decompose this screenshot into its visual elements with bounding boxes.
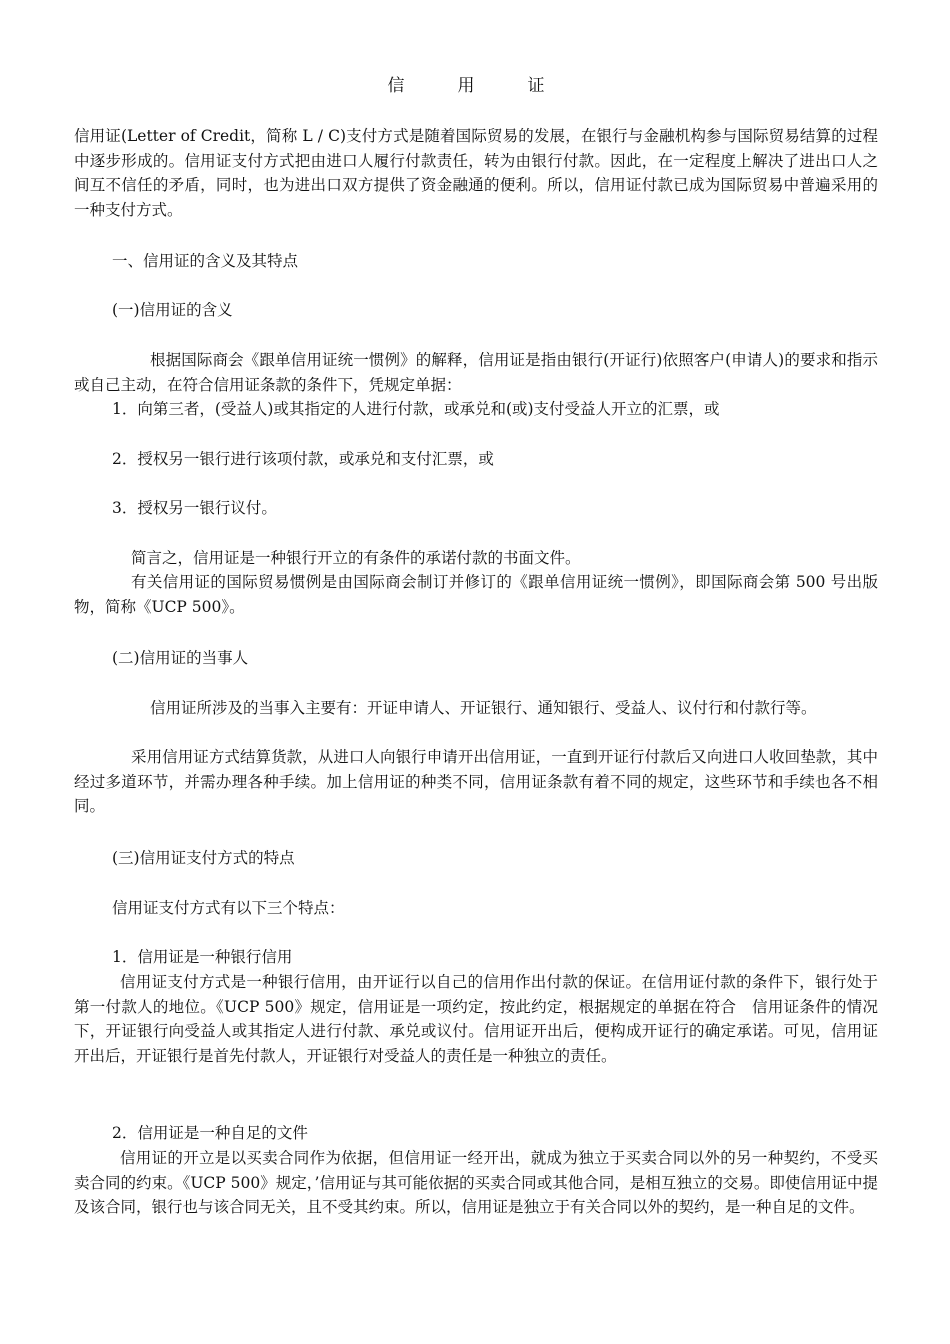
feature-paragraph-2: 信用证的开立是以买卖合同作为依据，但信用证一经开出，就成为独立于买卖合同以外的另一种契约，不受买卖合同的约束。《UCP 500》规定，’信用证与其可能依据的买卖合同或其他合同，是相互独立的交易。即使信用证中提及该合同，银行也与该合同无关，且不受其约束。所以，信用证是独立于有关合同以外的契约，是一种自足的文件。 bbox=[74, 1149, 878, 1216]
features-intro: 信用证支付方式有以下三个特点： bbox=[112, 899, 345, 917]
subsection-heading-1: (一)信用证的含义 bbox=[112, 301, 233, 319]
feature-heading-2: 2．信用证是一种自足的文件 bbox=[112, 1124, 308, 1142]
process-paragraph: 采用信用证方式结算货款，从进口人向银行申请开出信用证，一直到开证行付款后又向进口人收回垫款，其中经过多道环节，并需办理各种手续。加上信用证的种类不同，信用证条款有着不同的规定，这些环节和手续也各不相同。 bbox=[74, 748, 878, 815]
list-item-3: 3．授权另一银行议付。 bbox=[112, 499, 277, 517]
feature-paragraph-1: 信用证支付方式是一种银行信用，由开证行以自己的信用作出付款的保证。在信用证付款的条件下，银行处于第一付款人的地位。《UCP 500》规定，信用证是一项约定，按此约定，根据规定的单据在符合 信用证条件的情况下，开证银行向受益人或其指定人进行付款、承兑或议付。信用证开出后，便构成开证行的确定承诺。可见，信用证开出后，开证银行是首先付款人，开证银行对受益人的责任是一种独立的责任。 bbox=[74, 973, 878, 1065]
subsection-heading-3: (三)信用证支付方式的特点 bbox=[112, 849, 295, 867]
summary-paragraph: 简言之，信用证是一种银行开立的有条件的承诺付款的书面文件。 bbox=[131, 549, 581, 567]
ucp-paragraph: 有关信用证的国际贸易惯例是由国际商会制订并修订的《跟单信用证统一惯例》，即国际商会第 500 号出版物，简称《UCP 500》。 bbox=[74, 573, 878, 616]
parties-paragraph: 信用证所涉及的当事入主要有：开证申请人、开证银行、通知银行、受益人、议付行和付款行等。 bbox=[150, 699, 817, 717]
document-title: 信 用 证 bbox=[387, 76, 563, 96]
list-item-1: 1．向第三者，(受益人)或其指定的人进行付款，或承兑和(或)支付受益人开立的汇票，或 bbox=[112, 400, 720, 418]
subsection-heading-2: (二)信用证的当事人 bbox=[112, 649, 249, 667]
list-item-2: 2．授权另一银行进行该项付款，或承兑和支付汇票，或 bbox=[112, 450, 494, 468]
definition-paragraph: 根据国际商会《跟单信用证统一惯例》的解释，信用证是指由银行(开证行)依照客户(申请人)的要求和指示或自己主动，在符合信用证条款的条件下，凭规定单据： bbox=[74, 351, 878, 394]
section-heading-1: 一、信用证的含义及其特点 bbox=[112, 252, 299, 270]
feature-heading-1: 1．信用证是一种银行信用 bbox=[112, 948, 293, 966]
intro-paragraph: 信用证(Letter of Credit，简称 L / C)支付方式是随着国际贸易的发展，在银行与金融机构参与国际贸易结算的过程中逐步形成的。信用证支付方式把由进口人履行付款责任，转为由银行付款。因此，在一定程度上解决了进出口人之间互不信任的矛盾，同时，也为进出口双方提供了资金融通的便利。所以，信用证付款已成为国际贸易中普遍采用的一种支付方式。 bbox=[74, 127, 878, 219]
